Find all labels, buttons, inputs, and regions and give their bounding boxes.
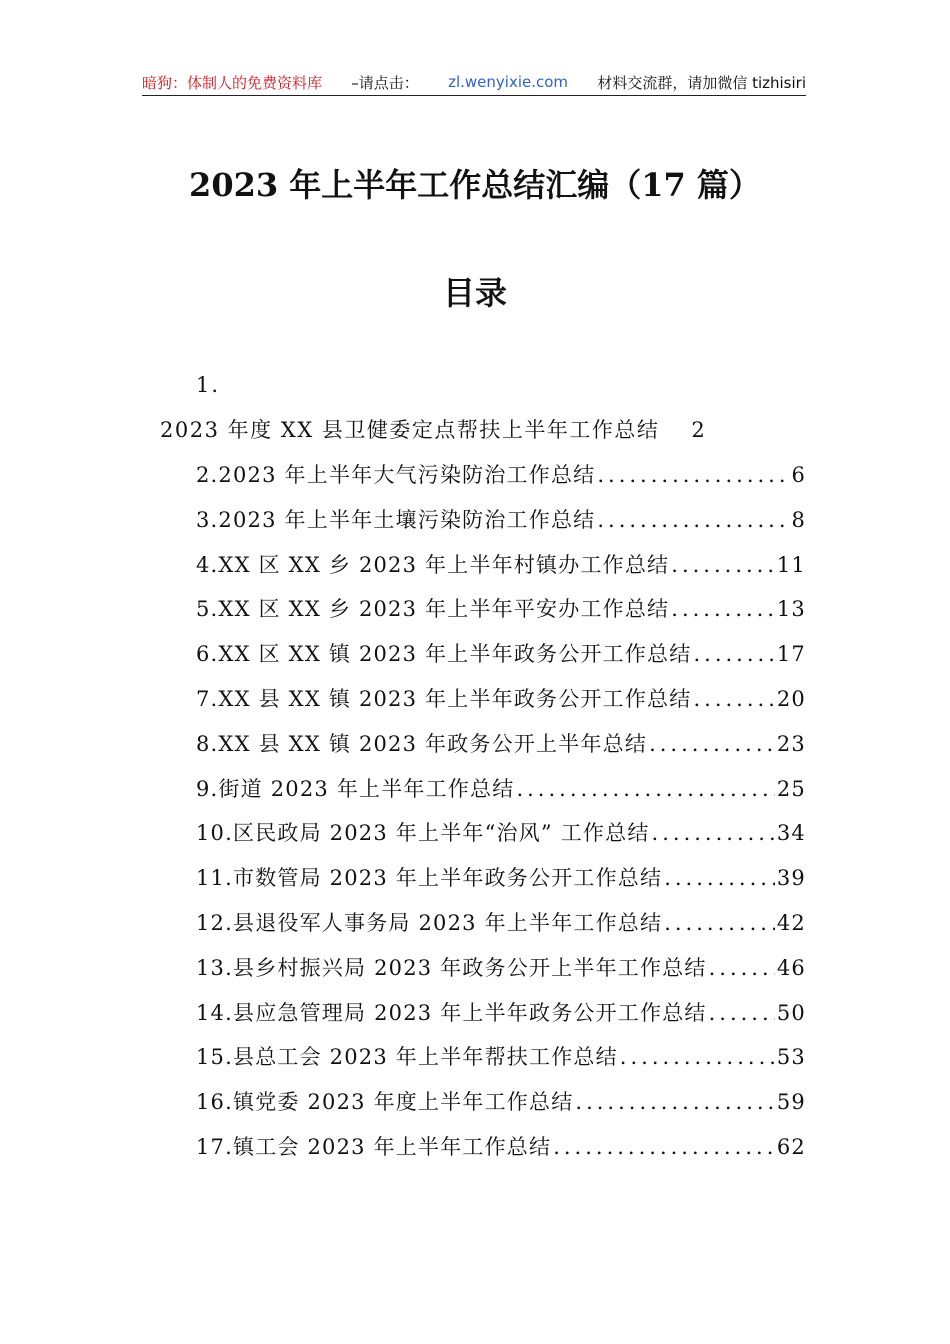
toc-entry-7[interactable]: [196, 684, 806, 714]
toc-entry-9[interactable]: [196, 774, 806, 804]
toc-entry-title: 14.县应急管理局 2023 年上半年政务公开工作总结: [196, 1000, 707, 1025]
toc-entry-title: 16.镇党委 2023 年度上半年工作总结: [196, 1090, 574, 1115]
toc-entry-page: 20: [776, 687, 806, 711]
toc-entry-title: 4.XX 区 XX 乡 2023 年上半年村镇办工作总结: [196, 552, 670, 577]
header-prompt: –请点击：: [351, 73, 419, 92]
toc-leader-dots: [650, 818, 775, 848]
toc-entry-title: 5.XX 区 XX 乡 2023 年上半年平安办工作总结: [196, 597, 670, 622]
header-link[interactable]: zl.wenyixie.com: [448, 73, 569, 91]
toc-entry-1-number: 1.: [196, 373, 221, 397]
toc-heading: 目录: [442, 274, 507, 312]
toc-entry-title: 10.区民政局 2023 年上半年“治风” 工作总结: [196, 821, 650, 846]
header-brand: 暗狗：体制人的免费资料库: [142, 73, 323, 92]
toc-leader-dots: [573, 1087, 774, 1117]
toc-leader-dots: [707, 998, 775, 1028]
toc-entry-title: 8.XX 县 XX 镇 2023 年政务公开上半年总结: [196, 731, 648, 756]
toc-entry-title: 15.县总工会 2023 年上半年帮扶工作总结: [196, 1045, 618, 1070]
toc-entry-page: 42: [776, 911, 806, 935]
toc-entry-title: 13.县乡村振兴局 2023 年政务公开上半年工作总结: [196, 955, 707, 980]
toc-entry-page: 62: [776, 1135, 806, 1159]
toc-entry-13[interactable]: [196, 953, 806, 983]
toc-entry-8[interactable]: [196, 729, 806, 759]
toc-leader-dots: [595, 505, 789, 535]
toc-leader-dots: [669, 594, 775, 624]
toc-entry-1[interactable]: [160, 415, 706, 445]
toc-leader-dots: [595, 460, 789, 490]
toc-entry-page: 2: [691, 418, 707, 442]
toc-entry-16[interactable]: [196, 1087, 806, 1117]
toc-entry-page: 50: [776, 1000, 806, 1025]
header-divider: [142, 95, 806, 96]
toc-entry-page: 17: [776, 642, 806, 667]
toc-entry-title: 2023 年度 XX 县卫健委定点帮扶上半年工作总结: [160, 418, 660, 442]
toc-entry-page: 8: [791, 507, 806, 532]
toc-entry-page: 23: [776, 731, 806, 756]
toc-entry-title: 11.市数管局 2023 年上半年政务公开工作总结: [196, 866, 663, 891]
toc-entry-title: 2.2023 年上半年大气污染防治工作总结: [196, 463, 596, 487]
toc-entry-page: 53: [776, 1045, 806, 1070]
toc-entry-page: 46: [776, 955, 806, 980]
toc-entry-page: 39: [776, 866, 806, 891]
toc-entry-14[interactable]: [196, 998, 806, 1028]
toc-leader-dots: [707, 953, 775, 983]
toc-entry-page: 6: [791, 463, 806, 487]
toc-entry-page: 13: [776, 597, 806, 622]
toc-entry-title: 3.2023 年上半年土壤污染防治工作总结: [196, 507, 596, 532]
toc-entry-15[interactable]: [196, 1042, 806, 1072]
toc-leader-dots: [647, 729, 775, 759]
toc-entry-title: 12.县退役军人事务局 2023 年上半年工作总结: [196, 911, 663, 935]
toc-leader-dots: [618, 1042, 775, 1072]
toc-leader-dots: [662, 863, 775, 893]
toc-entry-10[interactable]: [196, 818, 806, 848]
toc-entry-5[interactable]: [196, 594, 806, 624]
toc-entry-page: 59: [776, 1090, 806, 1115]
toc-entry-3[interactable]: [196, 505, 806, 535]
toc-entry-6[interactable]: [196, 639, 806, 669]
toc-entry-17[interactable]: [196, 1132, 806, 1162]
page-header: [142, 70, 806, 94]
toc-leader-dots: [514, 774, 774, 804]
header-group-note: 材料交流群，请加微信 tizhisiri: [597, 73, 806, 92]
toc-entry-title: 9.街道 2023 年上半年工作总结: [196, 776, 515, 801]
toc-leader-dots: [691, 639, 774, 669]
toc-entry-page: 34: [776, 821, 806, 846]
toc-leader-dots: [691, 684, 774, 714]
toc-leader-dots: [551, 1132, 775, 1162]
toc-entry-title: 17.镇工会 2023 年上半年工作总结: [196, 1135, 552, 1159]
toc-leader-dots: [669, 550, 775, 580]
toc-entry-page: 25: [776, 776, 806, 801]
toc-entry-2[interactable]: [196, 460, 806, 490]
document-title: 2023 年上半年工作总结汇编（17 篇）: [189, 166, 761, 204]
toc-entry-4[interactable]: [196, 550, 806, 580]
toc-entry-page: 11: [776, 552, 806, 577]
toc-entry-title: 6.XX 区 XX 镇 2023 年上半年政务公开工作总结: [196, 642, 692, 667]
toc-entry-12[interactable]: [196, 908, 806, 938]
toc-entry-title: 7.XX 县 XX 镇 2023 年上半年政务公开工作总结: [196, 687, 692, 711]
toc-leader-dots: [662, 908, 775, 938]
toc-entry-11[interactable]: [196, 863, 806, 893]
